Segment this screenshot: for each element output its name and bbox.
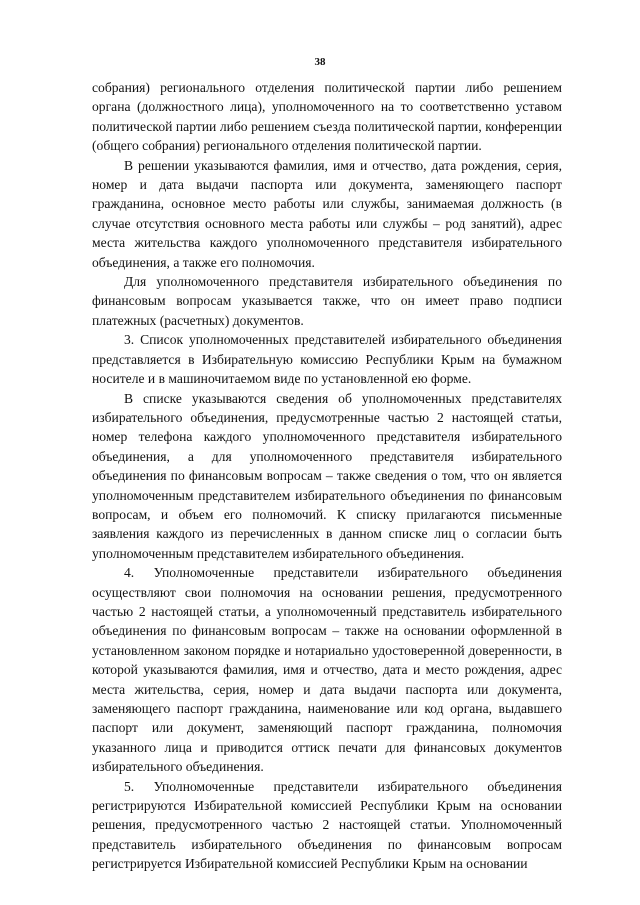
paragraph-list-contents: В списке указываются сведения об уполномоченных представителях избирательного объединения, предусмотренные частью 2 настоящей статьи, номер телефона каждого уполномоченного представителя избирательного объединения, а для уполномоченного представителя избирательного объединения по финансовым вопросам – также сведения о том, что он является уполномоченным представителем избирательного объединения по финансовым вопросам, и объем его полномочий. К списку прилагаются письменные заявления каждого из перечисленных в данном списке лиц о согласии быть уполномоченным представителем избирательного объединения. xyxy=(92,390,562,561)
paragraph-item-4: 4. Уполномоченные представители избирательного объединения осуществляют свои полномочия на основании решения, предусмотренного частью 2 настоящей статьи, а уполномоченный представитель избирательного объединения по финансовым вопросам – также на основании оформленной в установленном законом порядке и нотариально удостоверенной доверенности, в которой указываются фамилия, имя и отчество, дата и место рождения, адрес места жительства, серия, номер и дата выдачи паспорта или документа, заменяющего паспорт гражданина, наименование или код органа, выдавшего паспорт или документ, заменяющий паспорт гражданина, полномочия указанного лица и приводится оттиск печати для финансовых документов избирательного объединения. xyxy=(92,565,562,775)
paragraph-decision-contents: В решении указываются фамилия, имя и отчество, дата рождения, серия, номер и дата выдачи паспорта или документа, заменяющего паспорт гражданина, основное место работы или службы, занимаемая должность (в случае отсутствия основного места работы или службы – род занятий), адрес места жительства каждого уполномоченного представителя избирательного объединения, а также его полномочия. xyxy=(92,157,562,270)
paragraph-item-5: 5. Уполномоченные представители избирательного объединения регистрируются Избирательной комиссией Республики Крым на основании решения, предусмотренного частью 2 настоящей статьи. Уполномоченный представитель избирательного объединения по финансовым вопросам регистрируется Избирательной комиссией Республики Крым на основании xyxy=(92,778,562,872)
document-body xyxy=(92,78,562,874)
paragraph-financial-representative: Для уполномоченного представителя избирательного объединения по финансовым вопросам указывается также, что он имеет право подписи платежных (расчетных) документов. xyxy=(92,274,562,328)
page-number: 38 xyxy=(314,56,326,68)
paragraph-item-3: 3. Список уполномоченных представителей избирательного объединения представляется в Избирательную комиссию Республики Крым на бумажном носителе и в машиночитаемом виде по установленной ею форме. xyxy=(92,332,562,387)
paragraph-continuation: собрания) регионального отделения политической партии либо решением органа (должностного лица), уполномоченного на то соответственно уставом политической партии либо решением съезда политической партии, конференции (общего собрания) регионального отделения политической партии. xyxy=(92,80,562,154)
